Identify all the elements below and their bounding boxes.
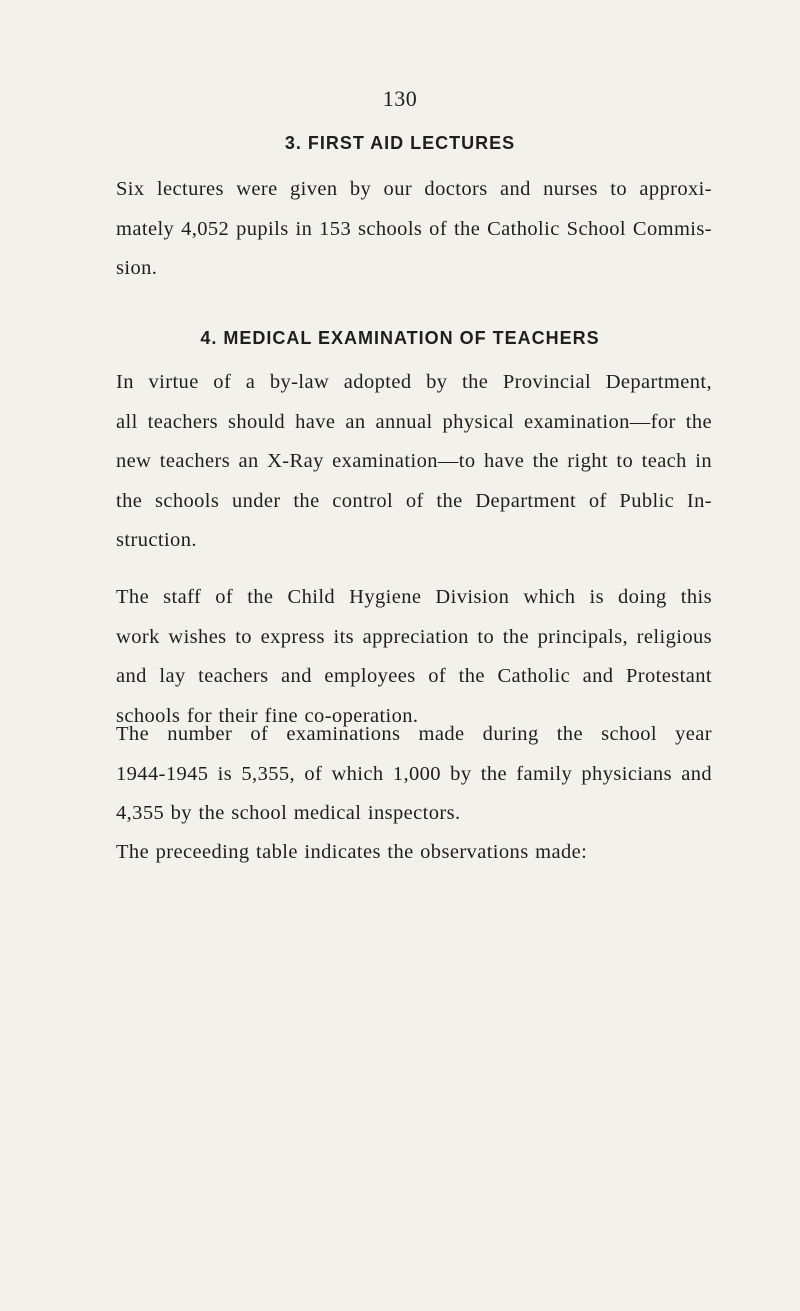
paragraph-appreciation xyxy=(116,578,712,736)
text-line: The staff of the Child Hygiene Division which is doing this xyxy=(116,586,712,608)
text-line: Six lectures were given by our doctors and nurses to approxi- xyxy=(116,178,712,200)
text-line: new teachers an X-Ray examination—to have the right to teach in xyxy=(116,450,712,472)
section-heading-medical-examination: 4. MEDICAL EXAMINATION OF TEACHERS xyxy=(200,328,600,348)
text-line: schools for their fine co-operation. xyxy=(116,704,419,727)
text-line: struction. xyxy=(116,529,197,551)
page-number: 130 xyxy=(382,86,418,111)
text-line: The preceeding table indicates the observations made: xyxy=(116,841,588,863)
text-line: 1944-1945 is 5,355, of which 1,000 by the family physicians and xyxy=(116,762,712,785)
text-line: The number of examinations made during the school year xyxy=(116,723,712,745)
text-line: all teachers should have an annual physical examination—for the xyxy=(116,410,712,433)
paragraph-by-law xyxy=(116,363,712,561)
text-line: and lay teachers and employees of the Catholic and Protestant xyxy=(116,665,712,687)
section-heading-first-aid-lectures: 3. FIRST AID LECTURES xyxy=(284,133,516,153)
text-line: sion. xyxy=(116,257,158,279)
paragraph-table-reference xyxy=(116,833,716,873)
text-line: In virtue of a by-law adopted by the Provincial Department, xyxy=(116,371,712,393)
text-line: the schools under the control of the Department of Public In- xyxy=(116,489,712,512)
text-line: 4,355 by the school medical inspectors. xyxy=(116,802,461,824)
text-line: mately 4,052 pupils in 153 schools of the Catholic School Commis- xyxy=(116,217,712,240)
text-line: work wishes to express its appreciation to the principals, religious xyxy=(116,625,712,648)
paragraph-examination-count xyxy=(116,715,712,834)
paragraph-first-aid xyxy=(116,170,712,289)
